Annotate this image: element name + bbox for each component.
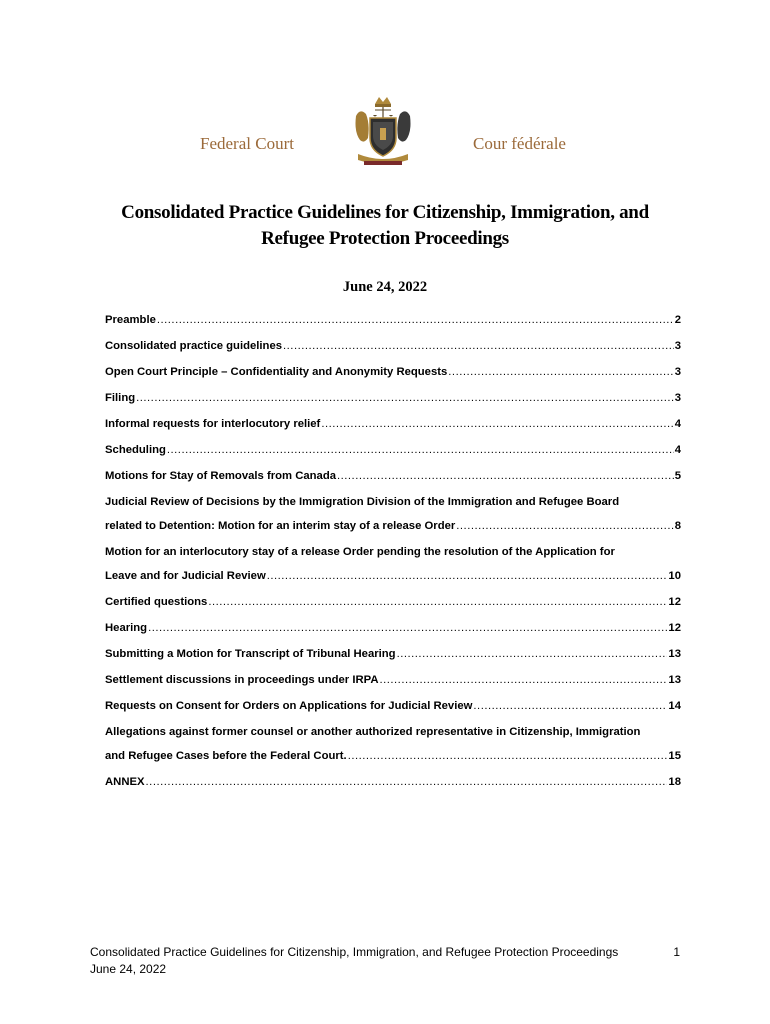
toc-entry-transcript-motion[interactable]: Submitting a Motion for Transcript of Tribunal Hearing ..... 13 (105, 645, 681, 671)
toc-entry-interlocutory-stay[interactable]: Motion for an interlocutory stay of a release Order pending the resolution of the Application for Leave and for Judicial Review ..... 10 (105, 543, 681, 593)
toc-entry-annex[interactable]: ANNEX ..... 18 (105, 773, 681, 799)
page-footer (90, 944, 680, 978)
toc-entry-certified-questions[interactable]: Certified questions ..... 12 (105, 593, 681, 619)
toc-entry-consent-orders[interactable]: Requests on Consent for Orders on Applications for Judicial Review ..... 14 (105, 697, 681, 723)
toc-entry-stay-of-removals[interactable]: Motions for Stay of Removals from Canada ..... 5 (105, 467, 681, 493)
toc-entry-filing[interactable]: Filing ..... 3 (105, 389, 681, 415)
document-title-line-1: Consolidated Practice Guidelines for Citizenship, Immigration, and (121, 202, 649, 223)
document-title-line-2: Refugee Protection Proceedings (261, 228, 509, 249)
table-of-contents (105, 311, 681, 799)
court-header (0, 92, 770, 172)
footer-page-number: 1 (673, 945, 680, 959)
toc-entry-settlement[interactable]: Settlement discussions in proceedings under IRPA ..... 13 (105, 671, 681, 697)
court-name-english: Federal Court (200, 134, 294, 153)
toc-entry-judicial-review-detention[interactable]: Judicial Review of Decisions by the Immigration Division of the Immigration and Refugee Board related to Detention: Motion for an interim stay of a release Order ..... 8 (105, 493, 681, 543)
toc-entry-scheduling[interactable]: Scheduling ..... 4 (105, 441, 681, 467)
toc-entry-allegations-counsel[interactable]: Allegations against former counsel or another authorized representative in Citizenship, Immigration and Refugee Cases before the Federal Court. ..... 15 (105, 723, 681, 773)
toc-entry-preamble[interactable]: Preamble ..... 2 (105, 311, 681, 337)
toc-entry-informal-requests[interactable]: Informal requests for interlocutory relief ..... 4 (105, 415, 681, 441)
toc-entry-open-court[interactable]: Open Court Principle – Confidentiality and Anonymity Requests ..... 3 (105, 363, 681, 389)
toc-entry-hearing[interactable]: Hearing ..... 12 (105, 619, 681, 645)
court-name-french: Cour fédérale (473, 134, 566, 153)
document-title (0, 200, 770, 252)
court-coat-of-arms-icon (350, 94, 416, 168)
toc-entry-consolidated-guidelines[interactable]: Consolidated practice guidelines ..... 3 (105, 337, 681, 363)
footer-document-title: Consolidated Practice Guidelines for Citizenship, Immigration, and Refugee Protection Proceedings (90, 945, 619, 959)
document-date: June 24, 2022 (342, 279, 428, 295)
footer-date: June 24, 2022 (90, 962, 167, 976)
